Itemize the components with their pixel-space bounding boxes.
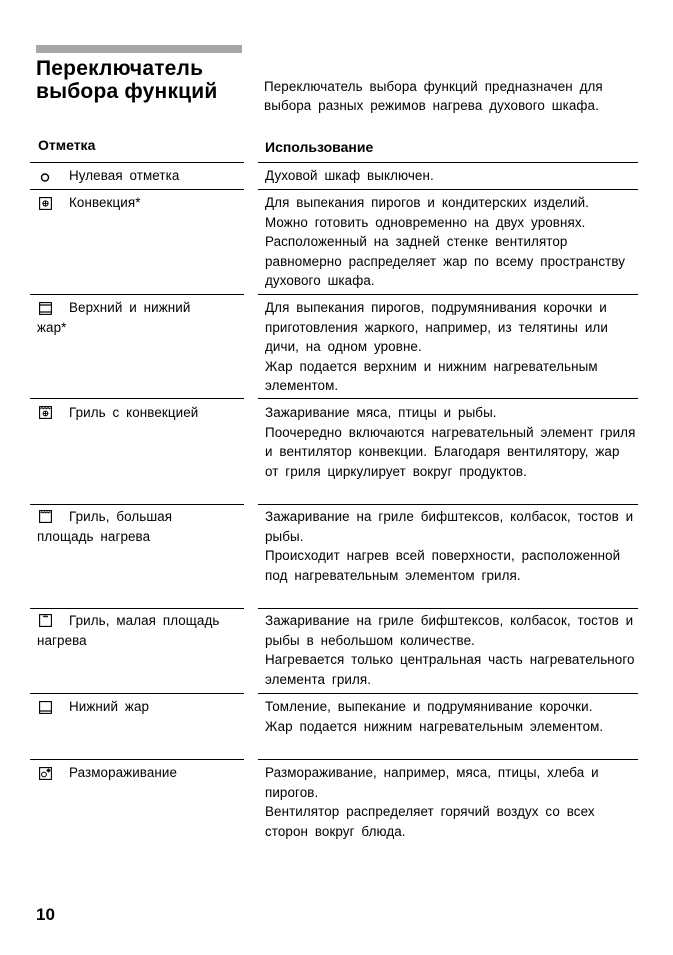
table-row-usage [265,193,637,291]
table-row-mark [37,697,237,717]
divider [30,759,244,760]
row-label-cont: площадь нагрева [37,528,151,544]
row-label: Гриль с конвекцией [69,405,199,420]
usage-text: Вентилятор распределяет горячий воздух со всех сторон вокруг блюда. [265,804,595,839]
page-title [36,57,218,103]
divider [258,398,638,399]
table-row-mark [37,403,237,423]
divider [258,693,638,694]
usage-text: Духовой шкаф выключен. [265,168,434,183]
column-header-usage: Использование [265,139,374,155]
usage-text: Зажаривание мяса, птицы и рыбы. [265,405,497,420]
column-header-mark: Отметка [38,137,96,153]
divider [258,162,638,163]
divider [30,693,244,694]
row-label: Верхний и нижний [69,300,191,315]
divider [30,608,244,609]
table-row-mark [37,611,237,650]
table-row-mark [37,166,237,186]
divider [30,294,244,295]
page-number: 10 [36,905,55,924]
usage-text: Нагревается только центральная часть нагревательного элемента гриля. [265,652,635,687]
header-bar [36,45,242,53]
row-label-cont: жар* [37,319,67,335]
usage-text: Для выпекания пирогов и кондитерских изделий. Можно готовить одновременно на двух уровнях. Расположенный на задней стенке вентилятор равномерно распределяет жар по всему пространству духового шкафа. [265,195,626,288]
usage-text: Происходит нагрев всей поверхности, расположенной под нагревательным элементом гриля. [265,548,621,583]
usage-text: Томление, выпекание и подрумянивание корочки. [265,699,593,714]
title-line-2: выбора функций [36,80,218,103]
usage-text: Размораживание, например, мяса, птицы, хлеба и пирогов. [265,765,599,800]
row-label: Нижний жар [69,699,150,714]
divider [30,162,244,163]
table-row-mark [37,763,237,783]
row-label: Конвекция* [69,195,141,210]
title-line-1: Переключатель [36,57,204,80]
divider [30,504,244,505]
divider [258,504,638,505]
row-label: Нулевая отметка [69,168,180,183]
intro-text: Переключатель выбора функций предназначен для выбора разных режимов нагрева духового шкафа. [264,79,603,113]
row-label: Гриль, малая площадь [69,613,220,628]
row-label: Гриль, большая [69,509,173,524]
table-row-mark [37,298,237,337]
usage-text: Поочередно включаются нагревательный элемент гриля и вентилятор конвекции. Благодаря вентилятору, жар от гриля циркулирует вокруг продуктов. [265,424,636,479]
row-label: Размораживание [69,765,178,780]
divider [258,294,638,295]
table-row-usage [265,298,637,396]
usage-text: Зажаривание на гриле бифштексов, колбасок, тостов и рыбы. [265,509,634,544]
divider [258,759,638,760]
table-row-usage [265,507,637,585]
divider [30,189,244,190]
row-label-cont: нагрева [37,632,87,648]
divider [30,398,244,399]
table-row-mark [37,507,237,546]
usage-text: Зажаривание на гриле бифштексов, колбасок, тостов и рыбы в небольшом количестве. [265,613,634,648]
table-row-usage [265,166,637,186]
divider [258,189,638,190]
table-row-usage [265,697,637,736]
table-row-usage [265,611,637,689]
usage-text: Для выпекания пирогов, подрумянивания корочки и приготовления жаркого, например, из телятины или дичи, на одном уровне. [265,300,608,354]
usage-text: Жар подается нижним нагревательным элементом. [265,718,604,734]
table-row-usage [265,763,637,841]
divider [258,608,638,609]
table-row-usage [265,403,637,481]
table-row-mark [37,193,237,213]
usage-text: Жар подается верхним и нижним нагревательным элементом. [265,358,598,393]
